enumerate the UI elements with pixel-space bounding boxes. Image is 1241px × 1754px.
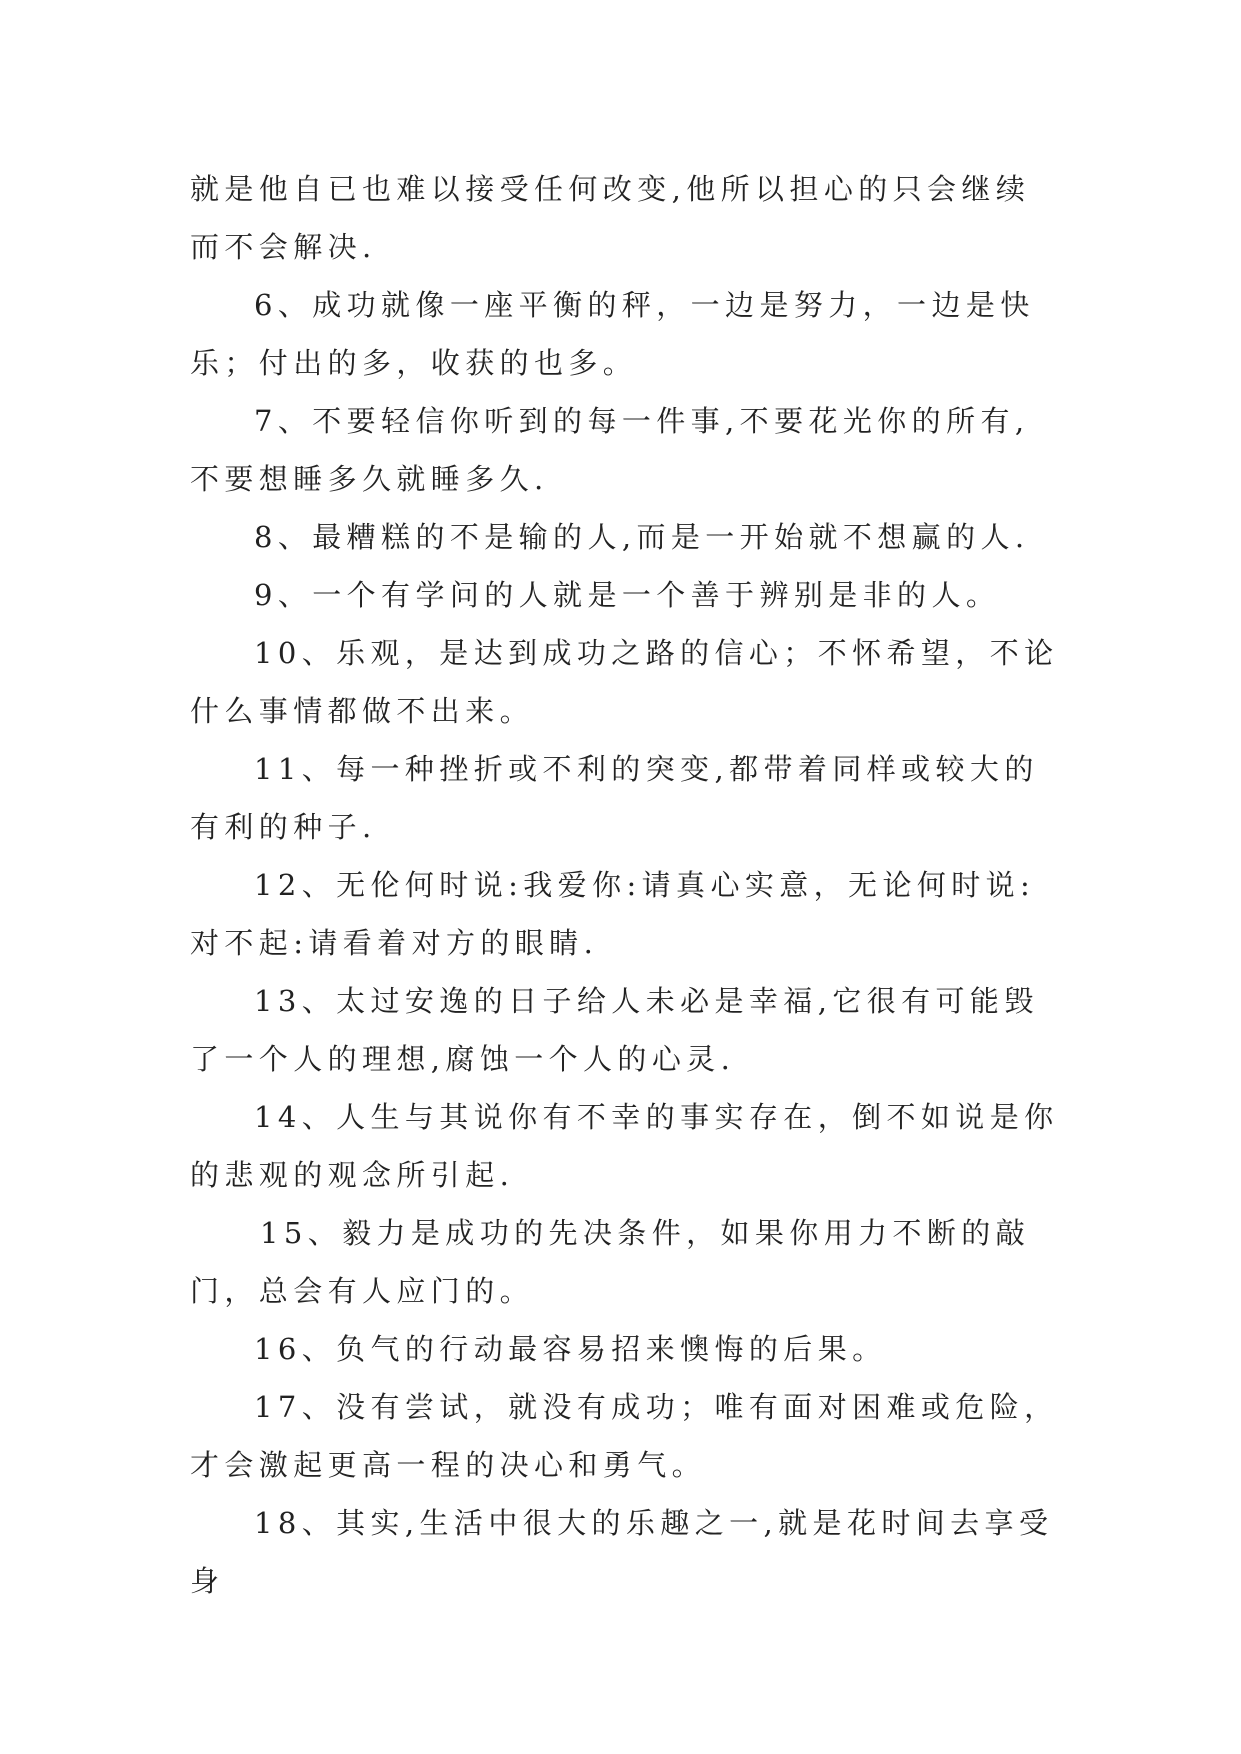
paragraph-item-8: 8、最糟糕的不是输的人,而是一开始就不想赢的人. xyxy=(254,520,1030,554)
paragraph-item-11: 11、每一种挫折或不利的突变,都带着同样或较大的有利的种子. xyxy=(190,752,1039,844)
paragraph-item-10: 10、乐观，是达到成功之路的信心；不怀希望，不论什么事情都做不出来。 xyxy=(190,636,1059,728)
paragraph-item-7: 7、不要轻信你听到的每一件事,不要花光你的所有,不要想睡多久就睡多久. xyxy=(190,404,1030,496)
paragraph-item-17: 17、没有尝试，就没有成功；唯有面对困难或危险，才会激起更高一程的决心和勇气。 xyxy=(190,1390,1059,1482)
paragraph-item-15: 15、毅力是成功的先决条件，如果你用力不断的敲门，总会有人应门的。 xyxy=(190,1216,1031,1308)
paragraph-item-14: 14、人生与其说你有不幸的事实存在，倒不如说是你的悲观的观念所引起. xyxy=(190,1100,1059,1192)
paragraph-item-18: 18、其实,生活中很大的乐趣之一,就是花时间去享受身 xyxy=(190,1506,1054,1598)
paragraph-continuation: 就是他自已也难以接受任何改变,他所以担心的只会继续而不会解决. xyxy=(190,172,1031,264)
paragraph-item-16: 16、负气的行动最容易招来懊悔的后果。 xyxy=(254,1332,887,1366)
paragraph-item-9: 9、一个有学问的人就是一个善于辨别是非的人。 xyxy=(254,578,1001,612)
paragraph-item-12: 12、无伦何时说:我爱你:请真心实意，无论何时说:对不起:请看着对方的眼睛. xyxy=(190,868,1036,960)
document-body xyxy=(190,160,1060,1610)
paragraph-item-6: 6、成功就像一座平衡的秤，一边是努力，一边是快乐；付出的多，收获的也多。 xyxy=(190,288,1035,380)
paragraph-item-13: 13、太过安逸的日子给人未必是幸福,它很有可能毁了一个人的理想,腐蚀一个人的心灵. xyxy=(190,984,1039,1076)
